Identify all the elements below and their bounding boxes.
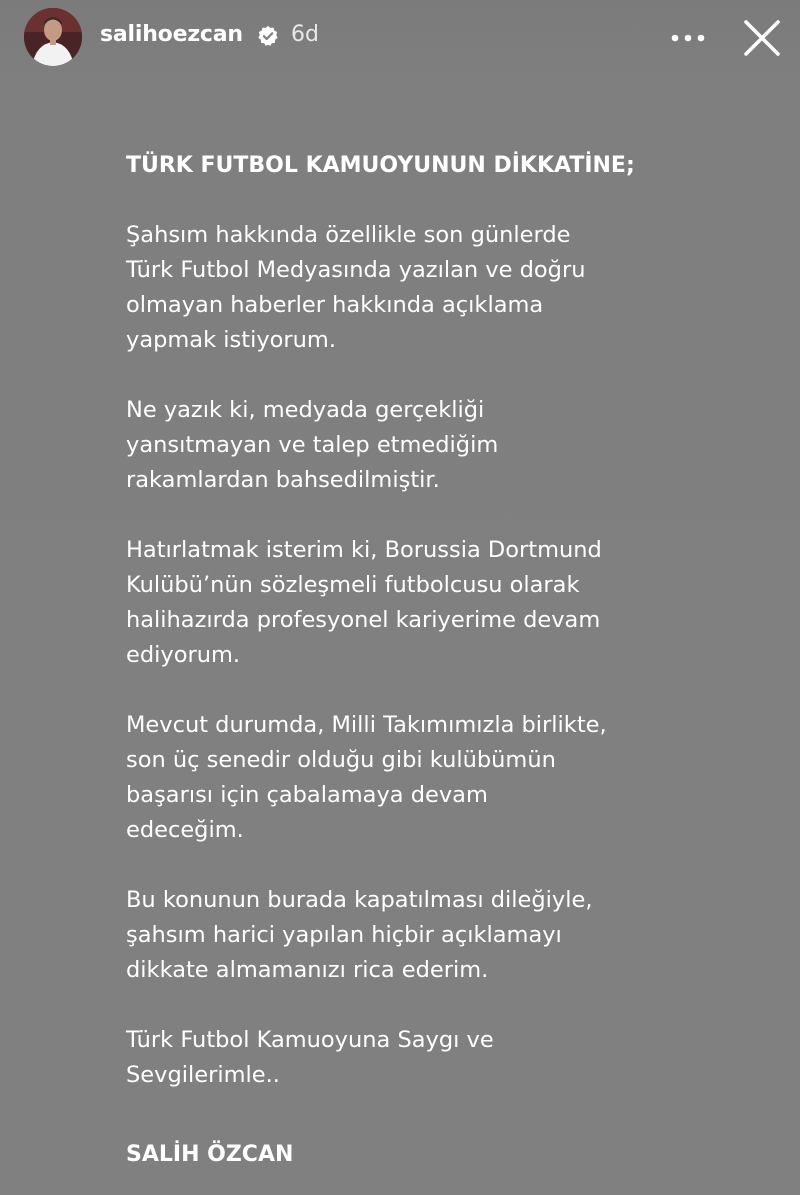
profile-avatar[interactable]: [24, 8, 82, 66]
more-icon[interactable]: [668, 20, 708, 56]
story-header: [0, 0, 800, 80]
username[interactable]: salihoezcan: [100, 22, 243, 47]
statement-paragraph: Hatırlatmak isterim ki, Borussia Dortmund Kulübü’nün sözleşmeli futbolcusu olarak halihazırda profesyonel kariyerime devam ediyorum.: [126, 537, 602, 668]
statement-paragraph: Mevcut durumda, Milli Takımımızla birlikte, son üç senedir olduğu gibi kulübümün başarısı için çabalamaya devam edeceğim.: [126, 712, 607, 843]
statement-paragraph: Bu konunun burada kapatılması dileğiyle, şahsım harici yapılan hiçbir açıklamayı dikkate almamanızı rica ederim.: [126, 887, 593, 983]
statement-paragraph: Şahsım hakkında özellikle son günlerde Türk Futbol Medyasında yazılan ve doğru olmayan haberler hakkında açıklama yapmak istiyorum.: [126, 222, 586, 353]
statement-paragraph: Ne yazık ki, medyada gerçekliği yansıtmayan ve talep etmediğim rakamlardan bahsedilmiştir.: [126, 397, 499, 493]
post-time: 6d: [291, 22, 319, 47]
close-icon[interactable]: [740, 16, 784, 60]
verified-badge-icon: [257, 25, 279, 47]
statement-heading: TÜRK FUTBOL KAMUOYUNUN DİKKATİNE;: [126, 153, 635, 178]
avatar-photo-icon: [24, 8, 82, 66]
statement-paragraph: Türk Futbol Kamuoyuna Saygı ve Sevgilerimle..: [126, 1027, 494, 1088]
statement-signature: SALİH ÖZCAN: [126, 1142, 294, 1167]
statement-text: [126, 148, 746, 1128]
